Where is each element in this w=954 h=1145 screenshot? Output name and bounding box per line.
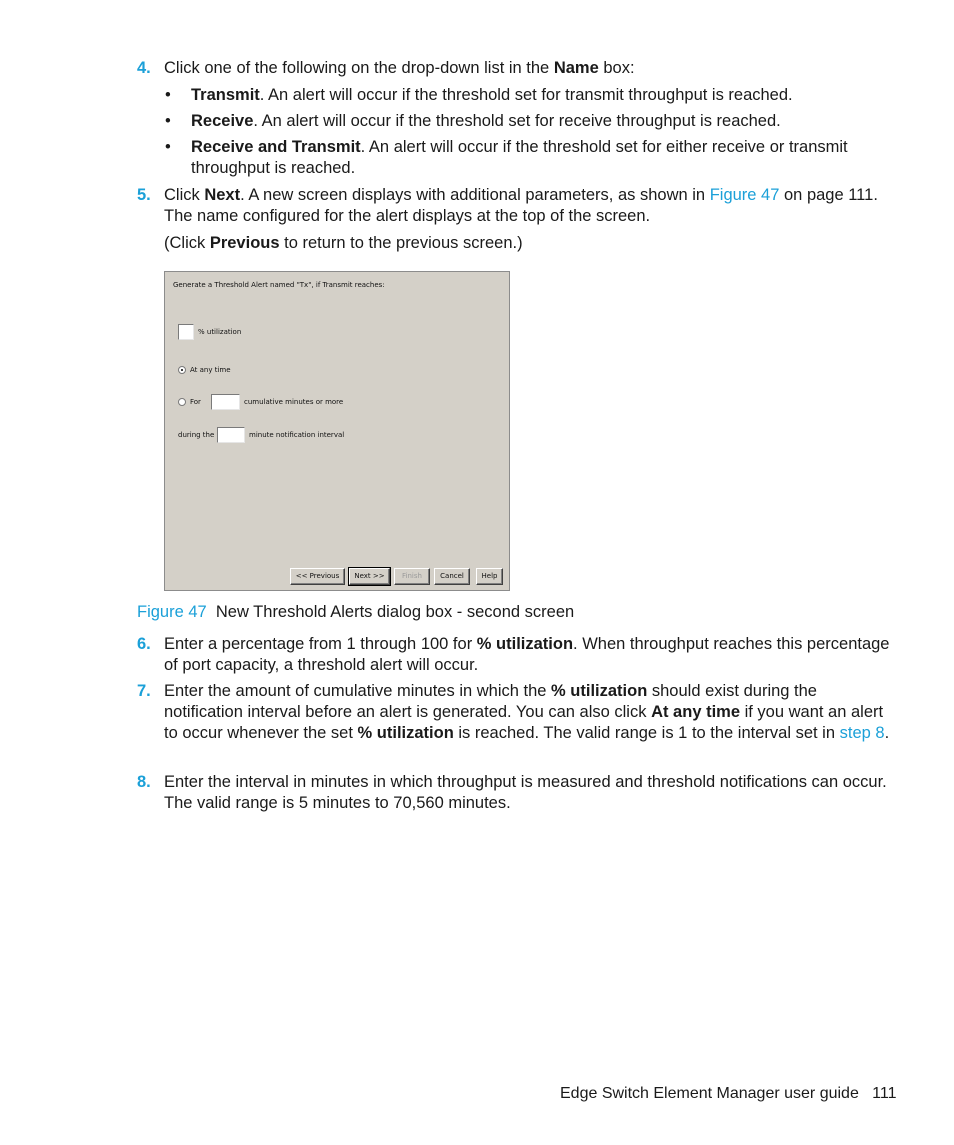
text: should exist during the notification interval before an alert is generated. You can also click: [164, 682, 817, 721]
notification-interval-input[interactable]: [217, 427, 245, 443]
threshold-alert-dialog: [164, 271, 510, 591]
step-text: [164, 681, 897, 744]
cumulative-label: cumulative minutes or more: [244, 398, 344, 406]
utilization-input[interactable]: [178, 324, 194, 340]
during-label: during the: [178, 431, 215, 439]
dialog-header: Generate a Threshold Alert named "Tx", if Transmit reaches:: [173, 281, 385, 289]
page-footer: Edge Switch Element Manager user guide 111: [560, 1085, 897, 1102]
bullet-dot: •: [165, 86, 171, 104]
text: Enter a percentage from 1 through 100 for: [164, 635, 477, 653]
at-any-time-radio[interactable]: [178, 366, 186, 374]
bullet-dot: •: [165, 138, 171, 156]
step-text: [164, 58, 897, 79]
text: . When throughput reaches this percentage of port capacity, a threshold alert will occur.: [164, 635, 890, 674]
text: if you want an alert to occur whenever the set: [164, 703, 884, 742]
bold-term: % utilization: [551, 682, 648, 700]
next-button[interactable]: Next >>: [349, 568, 390, 585]
text: on page 111. The name configured for the alert displays at the top of the screen.: [164, 186, 878, 225]
cancel-button[interactable]: Cancel: [434, 568, 470, 585]
bold-term: % utilization: [357, 724, 454, 742]
text: to return to the previous screen.): [279, 234, 523, 252]
step-number: 8.: [137, 773, 151, 791]
text: . An alert will occur if the threshold set for either receive or transmit throughput is reached.: [191, 138, 848, 177]
help-button[interactable]: Help: [476, 568, 503, 585]
previous-button[interactable]: << Previous: [290, 568, 345, 585]
step-number: 7.: [137, 682, 151, 700]
at-any-time-label: At any time: [190, 366, 231, 374]
text: is reached. The valid range is 1 to the interval set in: [453, 724, 840, 742]
finish-button[interactable]: Finish: [394, 568, 430, 585]
for-label: For: [190, 398, 201, 406]
bold-term: Next: [204, 186, 241, 204]
text: . A new screen displays with additional parameters, as shown in: [240, 186, 710, 204]
interval-label: minute notification interval: [249, 431, 345, 439]
text: box:: [598, 59, 635, 77]
text: .: [884, 724, 890, 742]
utilization-label: % utilization: [198, 328, 242, 336]
for-radio[interactable]: [178, 398, 186, 406]
step-number: 5.: [137, 186, 151, 204]
text: Enter the amount of cumulative minutes in which the: [164, 682, 552, 700]
text: . An alert will occur if the threshold set for receive throughput is reached.: [253, 112, 781, 130]
bold-term: % utilization: [476, 635, 574, 653]
bold-term: Previous: [209, 234, 280, 252]
step-number: 6.: [137, 635, 151, 653]
bold-term: Receive and Transmit: [191, 138, 361, 156]
bold-term: Transmit: [191, 86, 260, 104]
step-text: Enter the interval in minutes in which throughput is measured and threshold notifications can occur. The valid range is 5 minutes to 70,560 minutes.: [164, 773, 887, 812]
cumulative-minutes-input[interactable]: [211, 394, 240, 410]
bullet-dot: •: [165, 112, 171, 130]
figure-caption: [137, 602, 574, 623]
step-link[interactable]: step 8: [839, 724, 885, 742]
bold-term: Name: [553, 59, 599, 77]
step-text: [164, 634, 897, 676]
figure-title: New Threshold Alerts dialog box - second screen: [215, 603, 575, 621]
figure-number: Figure 47: [137, 603, 207, 621]
text: . An alert will occur if the threshold set for transmit throughput is reached.: [259, 86, 793, 104]
bold-term: Receive: [191, 112, 254, 130]
step-number: 4.: [137, 59, 151, 77]
text: (Click: [164, 234, 210, 252]
text: Click one of the following on the drop-down list in the: [164, 59, 554, 77]
step-text: [164, 185, 897, 227]
bold-term: At any time: [651, 703, 740, 721]
text: Click: [164, 186, 205, 204]
figure-link[interactable]: Figure 47: [709, 186, 780, 204]
